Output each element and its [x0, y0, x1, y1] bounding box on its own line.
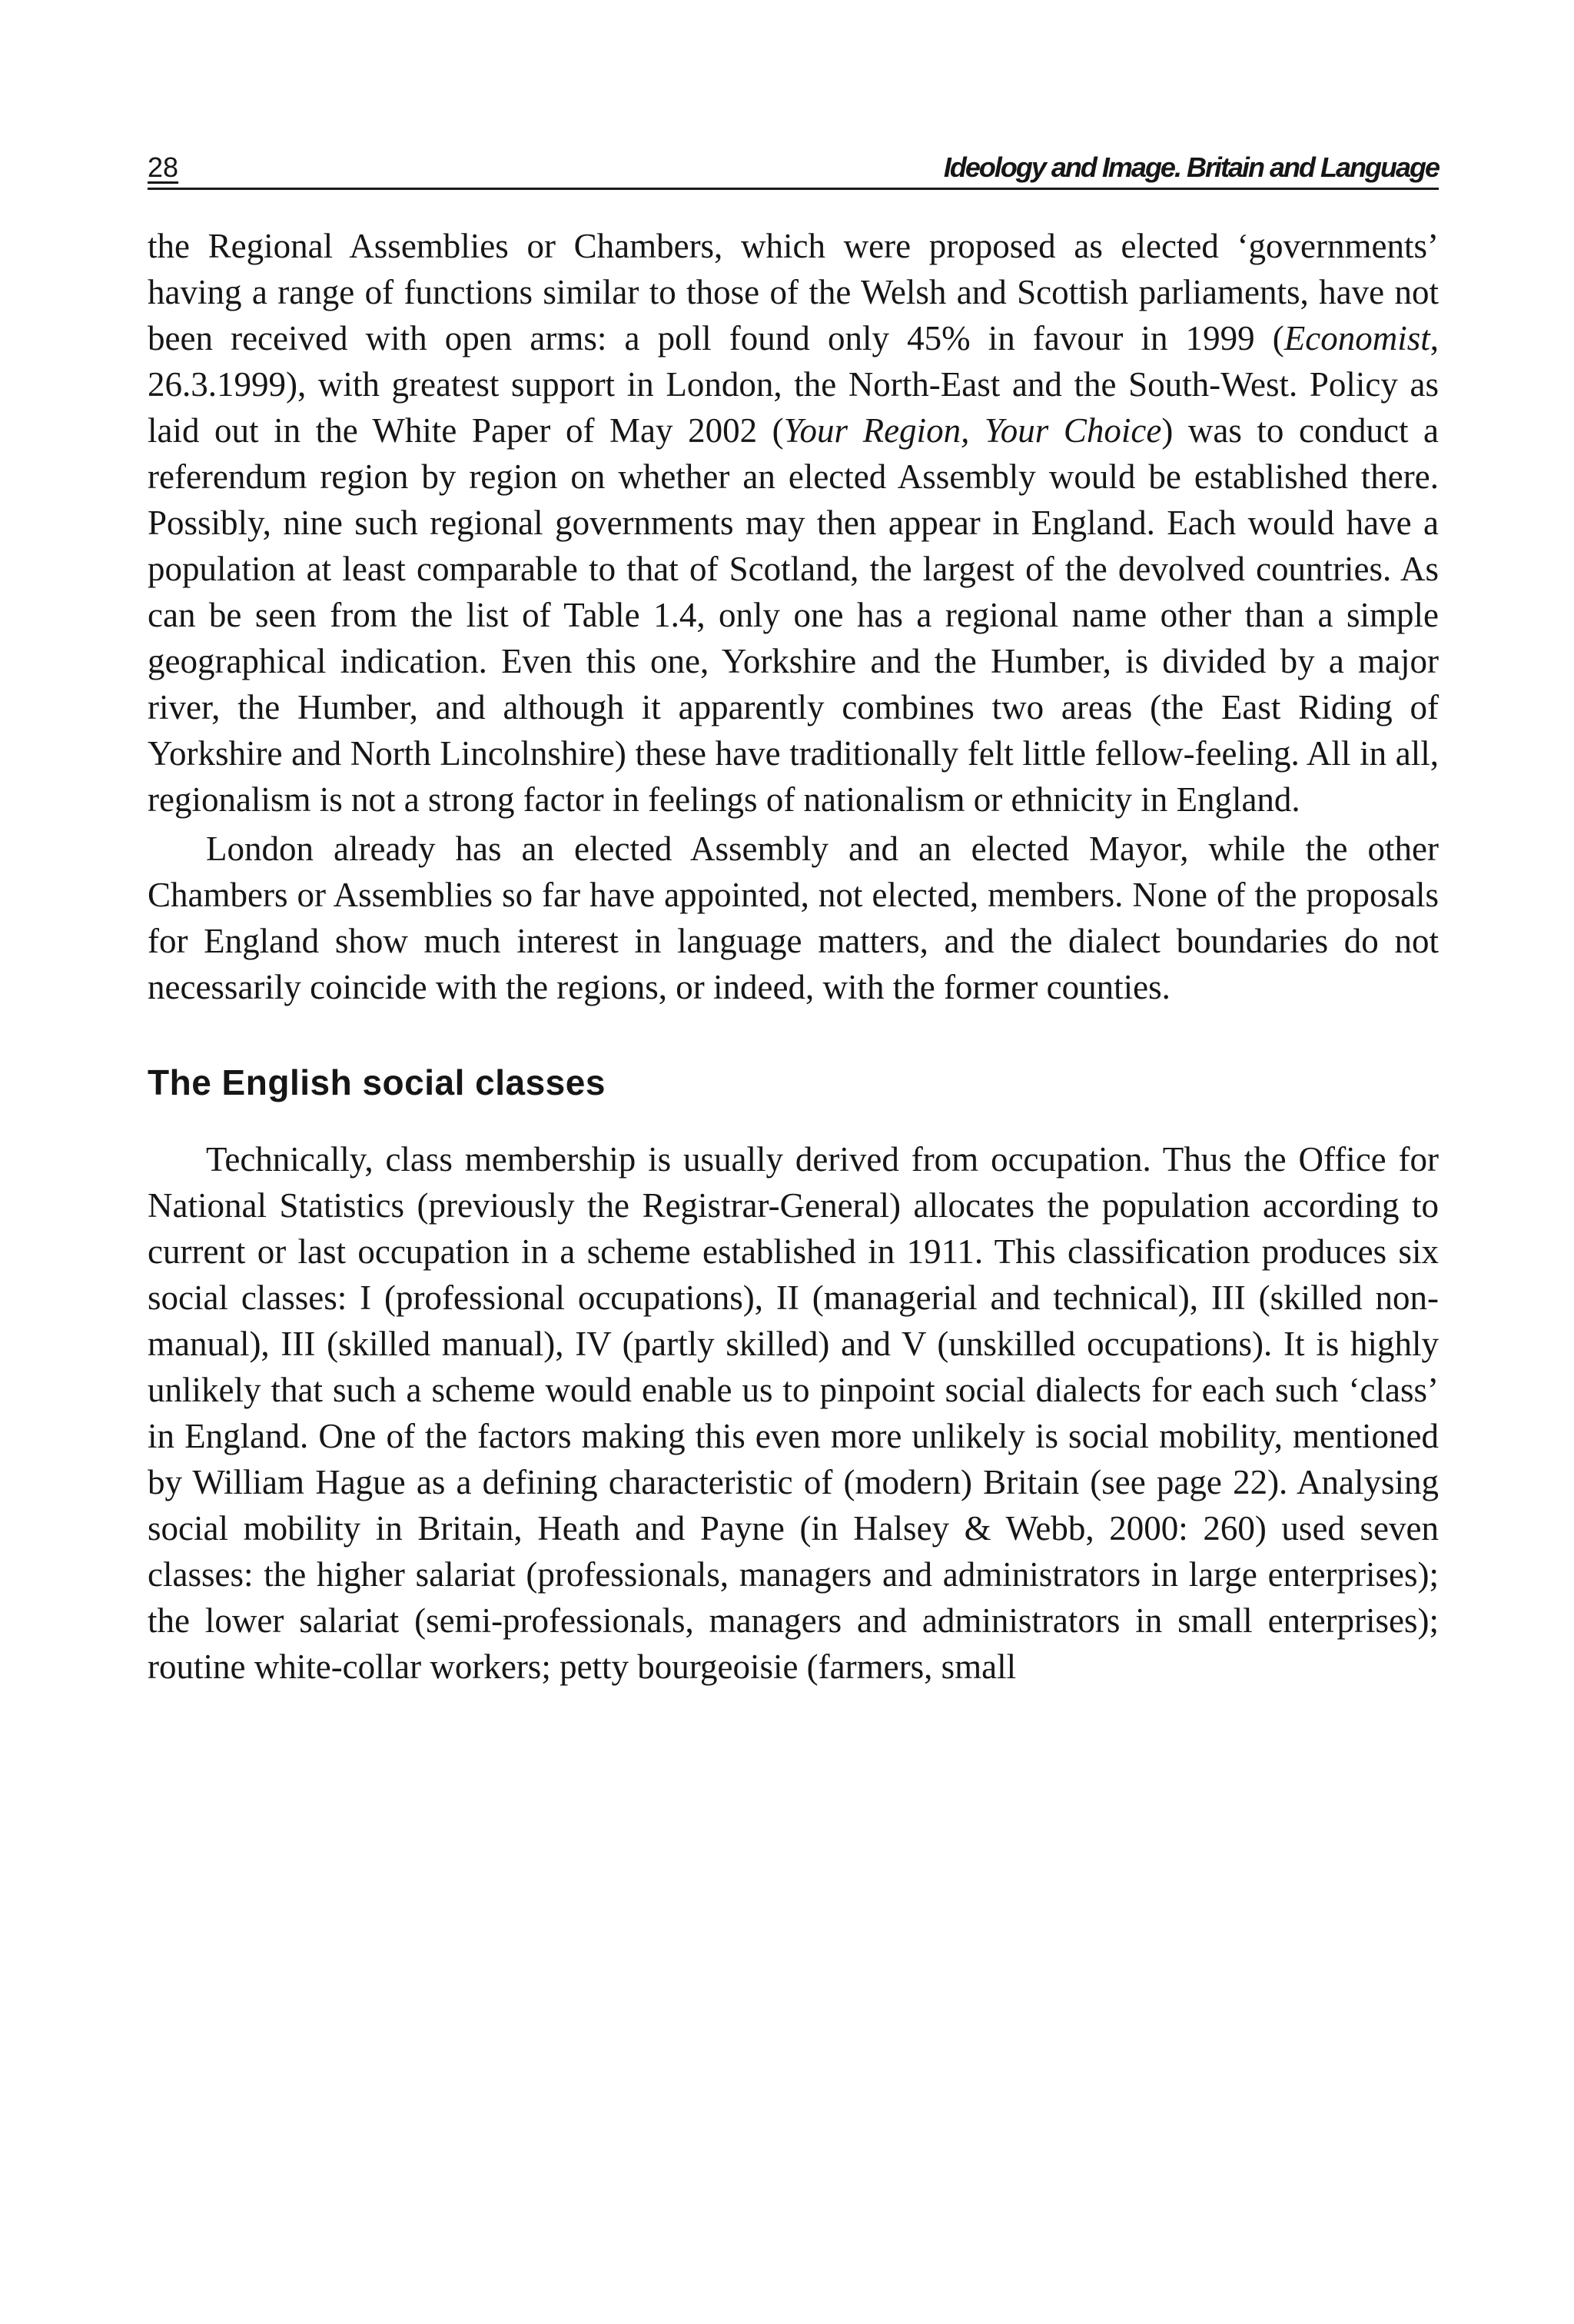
paragraph-text-segment: , 26.3.1999), with greatest support in London, the North-East and the South-West. Policy as laid out in the White Paper of May 2002 (: [148, 319, 1439, 450]
italic-title-white-paper: Your Region, Your Choice: [783, 411, 1162, 450]
paragraph-london-assembly: London already has an elected Assembly and an elected Mayor, while the other Chambers or Assemblies so far have appointed, not elected, members. None of the proposals for England show much interest in language matters, and the dialect boundaries do not necessarily coincide with the regions, or indeed, with the former counties.: [148, 830, 1439, 1006]
body-text: [148, 223, 1439, 1690]
paragraph-regional-assemblies: [148, 223, 1439, 823]
running-head-title: Ideology and Image. Britain and Language: [943, 151, 1439, 183]
paragraph-text-segment: the Regional Assemblies or Chambers, which were proposed as elected ‘governments’ having a range of functions similar to those of the Welsh and Scottish parliaments, have not been received with open arms: a poll found only 45% in favour in 1999 (: [148, 227, 1439, 357]
paragraph-text-segment: ) was to conduct a referendum region by region on whether an elected Assembly would be established there. Possibly, nine such regional governments may then appear in England. Each would have a population at least comparable to that of Scotland, the largest of the devolved countries. As can be seen from the list of Table 1.4, only one has a regional name other than a simple geographical indication. Even this one, Yorkshire and the Humber, is divided by a major river, the Humber, and although it apparently combines two areas (the East Riding of Yorkshire and North Lincolnshire) these have traditionally felt little fellow-feeling. All in all, regionalism is not a strong factor in feelings of nationalism or ethnicity in England.: [148, 411, 1439, 819]
italic-citation-economist: Economist: [1283, 319, 1430, 357]
paragraph-social-classes: Technically, class membership is usually derived from occupation. Thus the Office for National Statistics (previously the Registrar-General) allocates the population according to current or last occupation in a scheme established in 1911. This classification produces six social classes: I (professional occupations), II (managerial and technical), III (skilled non-manual), III (skilled manual), IV (partly skilled) and V (unskilled occupations). It is highly unlikely that such a scheme would enable us to pinpoint social dialects for each such ‘class’ in England. One of the factors making this even more unlikely is social mobility, mentioned by William Hague as a defining characteristic of (modern) Britain (see page 22). Analysing social mobility in Britain, Heath and Payne (in Halsey & Webb, 2000: 260) used seven classes: the higher salariat (professionals, managers and administrators in large enterprises); the lower salariat (semi-professionals, managers and administrators in small enterprises); routine white-collar workers; petty bourgeoisie (farmers, small: [148, 1140, 1439, 1686]
page-number: 28: [148, 151, 179, 183]
running-head: [148, 151, 1439, 190]
section-heading: The English social classes: [148, 1062, 606, 1102]
